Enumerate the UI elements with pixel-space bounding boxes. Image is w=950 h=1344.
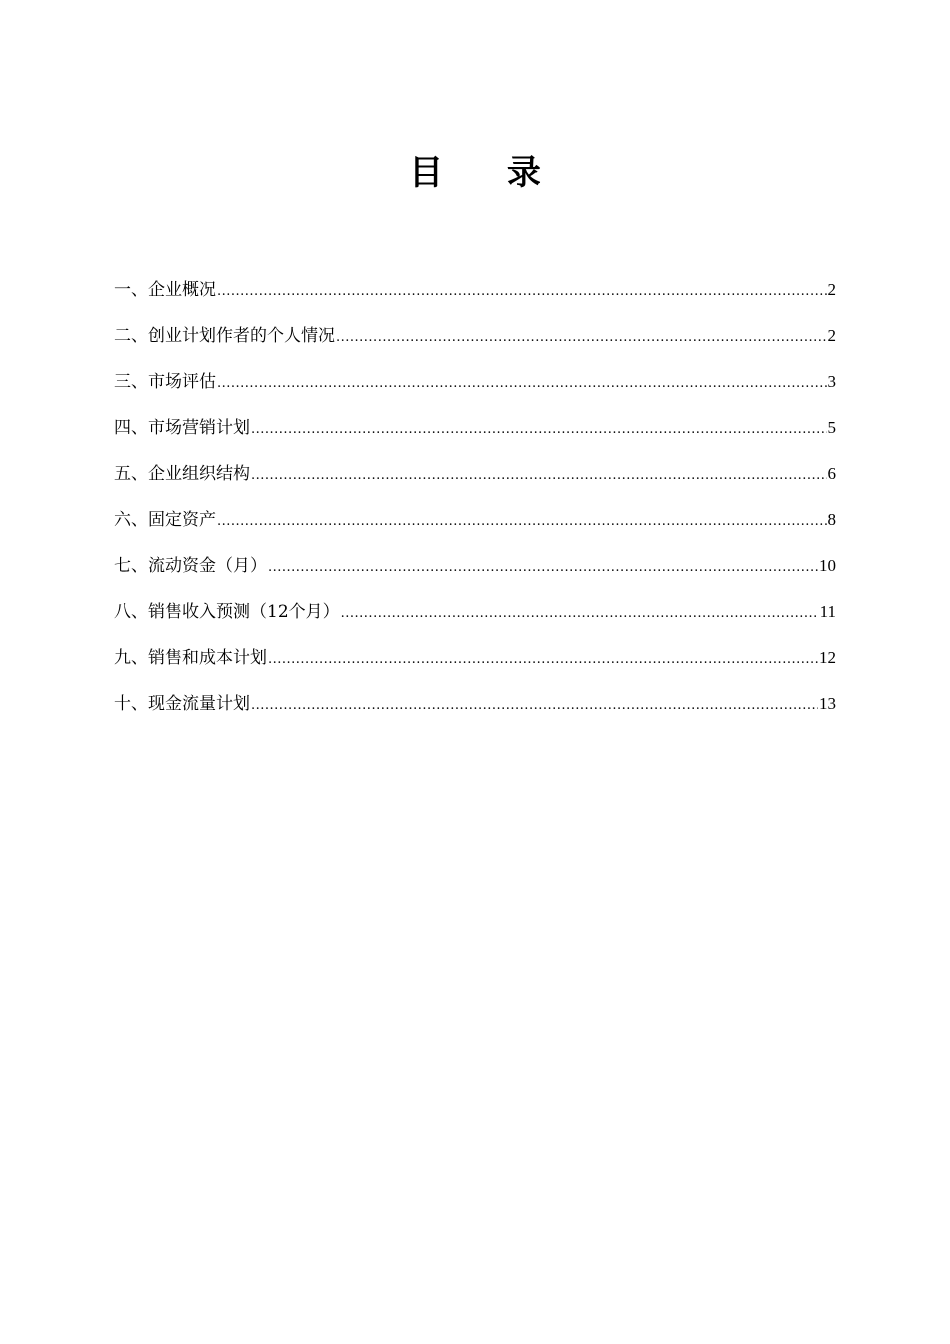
dot-leader: [217, 508, 827, 536]
toc-entry-label: 二、创业计划作者的个人情况: [114, 326, 335, 346]
toc-page-number: 5: [827, 418, 836, 437]
toc-page-number: 13: [819, 694, 836, 713]
toc-entry-6[interactable]: [114, 506, 836, 552]
toc-entry-label: 八、销售收入预测（12个月）: [114, 602, 340, 622]
toc-entry-label: 六、固定资产: [114, 510, 216, 530]
toc-entry-5[interactable]: [114, 460, 836, 506]
toc-entry-label: 十、现金流量计划: [114, 694, 250, 714]
toc-page-number: 2: [827, 280, 836, 299]
toc-page-number: 11: [819, 602, 836, 621]
toc-entry-label: 五、企业组织结构: [114, 464, 250, 484]
toc-entry-3[interactable]: [114, 368, 836, 414]
toc-page-number: 12: [819, 648, 836, 667]
toc-entry-label: 七、流动资金（月）: [114, 556, 267, 576]
toc-entry-label: 三、市场评估: [114, 372, 216, 392]
toc-page-number: 3: [827, 372, 836, 391]
dot-leader: [251, 416, 827, 444]
toc-entry-label: 一、企业概况: [114, 280, 216, 300]
toc-page-number: 8: [827, 510, 836, 529]
toc-entry-7[interactable]: [114, 552, 836, 598]
dot-leader: [341, 600, 819, 628]
page-title: 目 录: [409, 153, 567, 193]
toc-entry-9[interactable]: [114, 644, 836, 690]
toc-page-number: 10: [819, 556, 836, 575]
toc-entry-label: 九、销售和成本计划: [114, 648, 267, 668]
toc-entry-1[interactable]: [114, 276, 836, 322]
toc-page-number: 6: [827, 464, 836, 483]
dot-leader: [336, 324, 827, 352]
table-of-contents: [114, 276, 836, 736]
toc-entry-label: 四、市场营销计划: [114, 418, 250, 438]
dot-leader: [217, 278, 827, 306]
dot-leader: [268, 646, 818, 674]
dot-leader: [217, 370, 827, 398]
dot-leader: [268, 554, 818, 582]
dot-leader: [251, 692, 818, 720]
toc-page-number: 2: [827, 326, 836, 345]
toc-entry-10[interactable]: [114, 690, 836, 736]
toc-entry-8[interactable]: [114, 598, 836, 644]
dot-leader: [251, 462, 827, 490]
toc-entry-4[interactable]: [114, 414, 836, 460]
toc-entry-2[interactable]: [114, 322, 836, 368]
